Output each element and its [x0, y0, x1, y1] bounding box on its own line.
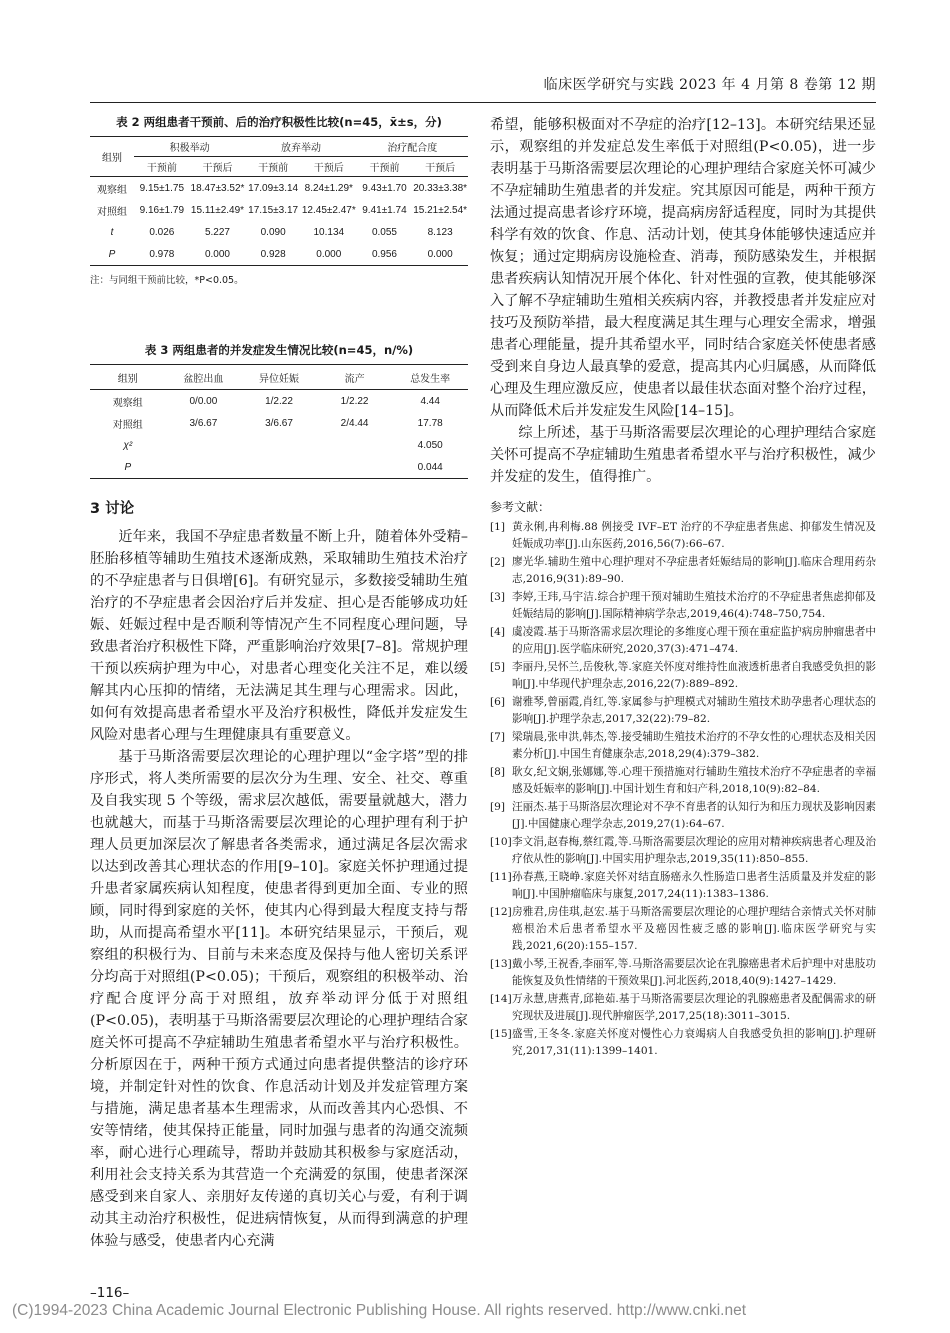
table-3-header: 盆腔出血 [166, 365, 242, 390]
table-cell: 18.47±3.52* [190, 182, 245, 194]
table-cell: 2/4.44 [340, 417, 369, 429]
reference-text: 耿女,纪文娴,张娜娜,等.心理干预措施对行辅助生殖技术治疗不孕症患者的幸福感及妊娠率的影响[J].中国计划生育和妇产科,2018,10(9):82–84. [512, 766, 876, 795]
table-cell: 3/6.67 [265, 417, 293, 429]
table-row [90, 177, 468, 200]
reference-number: [3] [490, 591, 506, 603]
reference-text: 孙春燕,王晓峥.家庭关怀对结直肠癌永久性肠造口患者生活质量及并发症的影响[J].中国肿瘤临床与康复,2017,24(11):1383–1386. [512, 871, 876, 900]
reference-text: 谢雅琴,曾丽霞,肖红,等.家属参与护理模式对辅助生殖技术助孕患者心理状态的影响[J].护理学杂志,2017,32(22):79–82. [512, 696, 876, 725]
table-cell: 0.055 [371, 226, 397, 238]
table-row [90, 434, 468, 456]
table-cell: 0.956 [357, 243, 413, 266]
reference-number: [15] [490, 1028, 512, 1040]
reference-text: 万永慧,唐燕青,邱艳茹.基于马斯洛需要层次理论的乳腺癌患者及配偶需求的研究现状及进展[J].现代肿瘤医学,2017,25(18):3011–3015. [512, 993, 876, 1022]
table-2-subheader: 干预前 [134, 157, 190, 177]
reference-item [490, 764, 876, 798]
reference-text: 房雅君,房佳琪,赵宏.基于马斯洛需要层次理论的心理护理结合亲情式关怀对肺癌根治术后患者希望水平及癌因性疲乏感的影响[J].临床医学研究与实践,2021,6(20):155–157. [512, 906, 876, 952]
table-cell: 0.000 [190, 243, 246, 266]
table-2 [90, 136, 468, 266]
reference-item [490, 729, 876, 763]
table-2-block [90, 114, 468, 342]
reference-item [490, 659, 876, 693]
table-cell [166, 456, 242, 479]
table-3 [90, 364, 468, 479]
reference-item [490, 694, 876, 728]
reference-item [490, 799, 876, 833]
reference-number: [5] [490, 661, 506, 673]
table-cell: 9.16±1.79 [139, 204, 185, 216]
table-3-header: 流产 [317, 365, 393, 390]
table-cell: 0.000 [301, 243, 357, 266]
table-3-block [90, 342, 468, 479]
reference-number: [1] [490, 521, 506, 533]
table-cell: 0.928 [245, 243, 301, 266]
table-2-group-header: 组别 [90, 137, 134, 177]
table-row [90, 412, 468, 434]
reference-item [490, 904, 876, 955]
table-2-subheader: 干预前 [357, 157, 413, 177]
header-rule [90, 102, 876, 103]
reference-number: [13] [490, 958, 512, 970]
body-paragraph: 近年来，我国不孕症患者数量不断上升，随着体外受精–胚胎移植等辅助生殖技术逐渐成熟，采取辅助生殖技术治疗的不孕症患者与日俱增[6]。有研究显示，多数接受辅助生殖治疗的不孕症患者会因治疗后并发症、担心是否能够成功妊娠、妊娠过程中是否顺利等情况产生不同程度心理问题，导致患者治疗积极性下降，严重影响治疗效果[7–8]。常规护理干预以疾病护理为中心，对患者心理变化关注不足，难以缓解其内心压抑的情绪，无法满足其生理与心理需求。因此，如何有效提高患者希望水平及治疗积极性，降低并发症发生风险对患者心理与生理健康具有重要意义。 [90, 529, 468, 743]
body-paragraph: 希望，能够积极面对不孕症的治疗[12–13]。本研究结果还显示，观察组的并发症总发生率低于对照组(P<0.05)，进一步表明基于马斯洛需要层次理论的心理护理结合家庭关怀可减少不孕症辅助生殖患者的并发症。究其原因可能是，两种干预方法通过提高患者诊疗环境，提高病房舒适程度，同时为其提供科学有效的饮食、作息、活动计划，使其身体能够快速适应并恢复；通过定期病房设施检查、消毒，预防感染发生，并根据患者疾病认知情况开展个体化、针对性强的宣教，使其能够深入了解不孕症辅助生殖相关疾病内容，并教授患者并发症应对技巧及预防举措，最大程度满足其生理与心理安全需求，增强患者心理能量，提升其希望水平，同时结合家庭关怀使患者感受到来自身边人最真挚的爱意，提高其内心归属感，从而降低心理及生理应激反应，使患者以最佳状态面对整个治疗过程，从而降低术后并发症发生风险[14–15]。 [490, 117, 876, 419]
reference-item [490, 869, 876, 903]
reference-item [490, 1026, 876, 1060]
table-cell: 0.026 [149, 226, 175, 238]
table-cell: 0.090 [260, 226, 286, 238]
table-cell: t [110, 226, 114, 238]
table-cell: 对照组 [112, 419, 143, 431]
table-cell: 4.050 [417, 439, 443, 451]
reference-text: 黄永俐,冉利梅.88 例接受 IVF–ET 治疗的不孕症患者焦虑、抑郁发生情况及妊娠成功率[J].山东医药,2016,56(7):66–67. [512, 521, 876, 550]
reference-text: 李文涓,赵春梅,蔡红霞,等.马斯洛需要层次理论的应用对精神疾病患者心理及治疗依从性的影响[J].中国实用护理杂志,2019,35(11):850–855. [512, 836, 876, 865]
reference-number: [4] [490, 626, 506, 638]
table-cell: 1/2.22 [265, 395, 293, 407]
table-2-colgroup: 治疗配合度 [357, 137, 468, 157]
reference-text: 戴小琴,王祝香,李丽军,等.马斯洛需要层次论在乳腺癌患者术后护理中对患肢功能恢复及负性情绪的干预效果[J].河北医药,2018,40(9):1427–1429. [512, 958, 876, 987]
reference-item [490, 624, 876, 658]
table-2-subheader: 干预后 [301, 157, 357, 177]
running-head: 临床医学研究与实践 2023 年 4 月第 8 卷第 12 期 [543, 77, 876, 93]
reference-number: [6] [490, 696, 506, 708]
reference-item [490, 554, 876, 588]
table-cell: P [90, 456, 166, 479]
table-cell: 9.15±1.75 [139, 182, 185, 194]
reference-text: 虞凌霞.基于马斯洛需求层次理论的多维度心理干预在重症监护病房肿瘤患者中的应用[J].医学临床研究,2020,37(3):471–474. [512, 626, 876, 655]
reference-number: [8] [490, 766, 506, 778]
table-cell [241, 456, 317, 479]
reference-item [490, 834, 876, 868]
table-cell: 10.134 [313, 226, 345, 238]
table-cell: 0.044 [392, 456, 468, 479]
table-cell: 观察组 [112, 397, 143, 409]
reference-item [490, 519, 876, 553]
reference-number: [7] [490, 731, 506, 743]
table-cell: 3/6.67 [189, 417, 218, 429]
copyright-footer: (C)1994-2023 China Academic Journal Electronic Publishing House. All rights reserved. http://www.cnki.net [12, 1302, 747, 1319]
table-2-colgroup: 放弃举动 [245, 137, 356, 157]
reference-text: 李婷,王玮,马宇洁.综合护理干预对辅助生殖技术治疗的不孕症患者焦虑抑郁及妊娠结局的影响[J].国际精神病学杂志,2019,46(4):748–750,754. [512, 591, 876, 620]
table-cell: 9.43±1.70 [362, 182, 407, 194]
table-cell: 15.11±2.49* [190, 204, 245, 216]
table-row [90, 456, 468, 479]
reference-text: 盛雪,王冬冬.家庭关怀度对慢性心力衰竭病人自我感受负担的影响[J].护理研究,2017,31(11):1399–1401. [512, 1028, 876, 1057]
table-cell: 0.000 [412, 243, 468, 266]
table-2-note: 注：与同组干预前比较，*P<0.05。 [90, 275, 244, 286]
table-row [90, 199, 468, 221]
table-2-subheader: 干预后 [412, 157, 468, 177]
table-cell: 8.123 [427, 226, 453, 238]
table-cell: 5.227 [204, 226, 230, 238]
table-cell: 12.45±2.47* [301, 204, 356, 216]
table-cell: 17.09±3.14 [248, 182, 299, 194]
table-row [90, 221, 468, 243]
table-cell [317, 456, 393, 479]
table-cell: 9.41±1.74 [362, 204, 407, 216]
reference-number: [2] [490, 556, 506, 568]
reference-item [490, 991, 876, 1025]
references-title: 参考文献： [490, 500, 551, 514]
body-paragraph: 基于马斯洛需要层次理论的心理护理以“金字塔”型的排序形式，将人类所需要的层次分为生理、安全、社交、尊重及自我实现 5 个等级，需求层次越低，需要量就越大，潜力也就越大，而基于马斯洛需要层次理论的心理护理有利于护理人员更加深层次了解患者各类需求，通过满足各层次需求以达到改善其心理状态的作用[9–10]。家庭关怀护理通过提升患者家属疾病认知程度，使患者得到更加全面、专业的照顾，同时得到家庭的关怀，使其内心得到最大程度支持与帮助，从而提高希望水平[11]。本研究结果显示，干预后，观察组的积极行为、目前与未来态度及保持与他人密切关系评分均高于对照组(P<0.05)；干预后，观察组的积极举动、治疗配合度评分高于对照组，放弃举动评分低于对照组(P<0.05)，表明基于马斯洛需要层次理论的心理护理结合家庭关怀可提高不孕症辅助生殖患者希望水平与治疗积极性。分析原因在于，两种干预方式通过向患者提供整洁的诊疗环境，并制定针对性的饮食、作息活动计划及并发症管理方案与措施，满足患者基本生理需求，从而改善其内心恐惧、不安等情绪，使其保持正能量，同时加强与患者的沟通交流频率，耐心进行心理疏导，帮助并鼓励其积极参与家庭活动，利用社会支持关系为其营造一个充满爱的氛围，使患者深深感受到来自家人、亲朋好友传递的真切关心与爱，有利于调动其主动治疗积极性，促进病情恢复，从而得到满意的护理体验与感受，使患者内心充满 [90, 749, 468, 1249]
table-cell: P [90, 243, 134, 266]
reference-text: 梁瑞晨,张申洪,韩杰,等.接受辅助生殖技术治疗的不孕女性的心理状态及相关因素分析[J].中国生育健康杂志,2018,29(4):379–382. [512, 731, 876, 760]
table-cell: 20.33±3.38* [413, 182, 468, 194]
table-cell: 0/0.00 [189, 395, 218, 407]
table-3-caption: 表 3 两组患者的并发症发生情况比较(n=45，n/%) [144, 343, 414, 357]
reference-number: [10] [490, 836, 512, 848]
table-cell: 1/2.22 [340, 395, 369, 407]
reference-text: 廖光华.辅助生殖中心理护理对不孕症患者妊娠结局的影响[J].临床合理用药杂志,2016,9(31):89–90. [512, 556, 876, 585]
table-3-header: 异位妊娠 [241, 365, 317, 390]
reference-item [490, 589, 876, 623]
reference-number: [14] [490, 993, 512, 1005]
left-column [90, 114, 468, 1252]
table-row [90, 243, 468, 266]
table-row [90, 390, 468, 413]
reference-number: [12] [490, 906, 512, 918]
table-cell: χ² [123, 439, 133, 451]
reference-item [490, 956, 876, 990]
table-cell: 观察组 [97, 184, 127, 196]
table-3-header: 总发生率 [392, 365, 468, 390]
table-3-header: 组别 [90, 365, 166, 390]
table-cell: 4.44 [420, 395, 440, 407]
reference-number: [9] [490, 801, 506, 813]
table-cell: 17.78 [417, 417, 443, 429]
table-cell: 15.21±2.54* [413, 204, 468, 216]
body-paragraph: 综上所述，基于马斯洛需要层次理论的心理护理结合家庭关怀可提高不孕症辅助生殖患者希望水平与治疗积极性，减少并发症的发生，值得推广。 [490, 425, 876, 485]
table-cell: 0.978 [134, 243, 190, 266]
table-2-colgroup: 积极举动 [134, 137, 245, 157]
table-cell [241, 434, 317, 456]
table-2-subheader: 干预前 [245, 157, 301, 177]
references-list [490, 519, 876, 1060]
table-2-subheader: 干预后 [190, 157, 246, 177]
section-title: 3 讨论 [90, 501, 135, 517]
table-cell [166, 434, 242, 456]
table-2-caption: 表 2 两组患者干预前、后的治疗积极性比较(n=45，x̄±s，分) [116, 115, 442, 129]
right-column [490, 114, 876, 1061]
reference-text: 汪丽杰.基于马斯洛层次理论对不孕不育患者的认知行为和压力现状及影响因素[J].中国健康心理学杂志,2019,27(1):64–67. [512, 801, 876, 830]
table-cell: 17.15±3.17 [248, 204, 299, 216]
reference-number: [11] [490, 871, 512, 883]
table-cell: 对照组 [97, 206, 127, 218]
reference-text: 李丽丹,吴怀兰,岳俊秋,等.家庭关怀度对维持性血液透析患者自我感受负担的影响[J].中华现代护理杂志,2016,22(7):889–892. [512, 661, 876, 690]
page-number: –116– [90, 1285, 130, 1301]
table-cell [317, 434, 393, 456]
table-cell: 8.24±1.29* [304, 182, 353, 194]
